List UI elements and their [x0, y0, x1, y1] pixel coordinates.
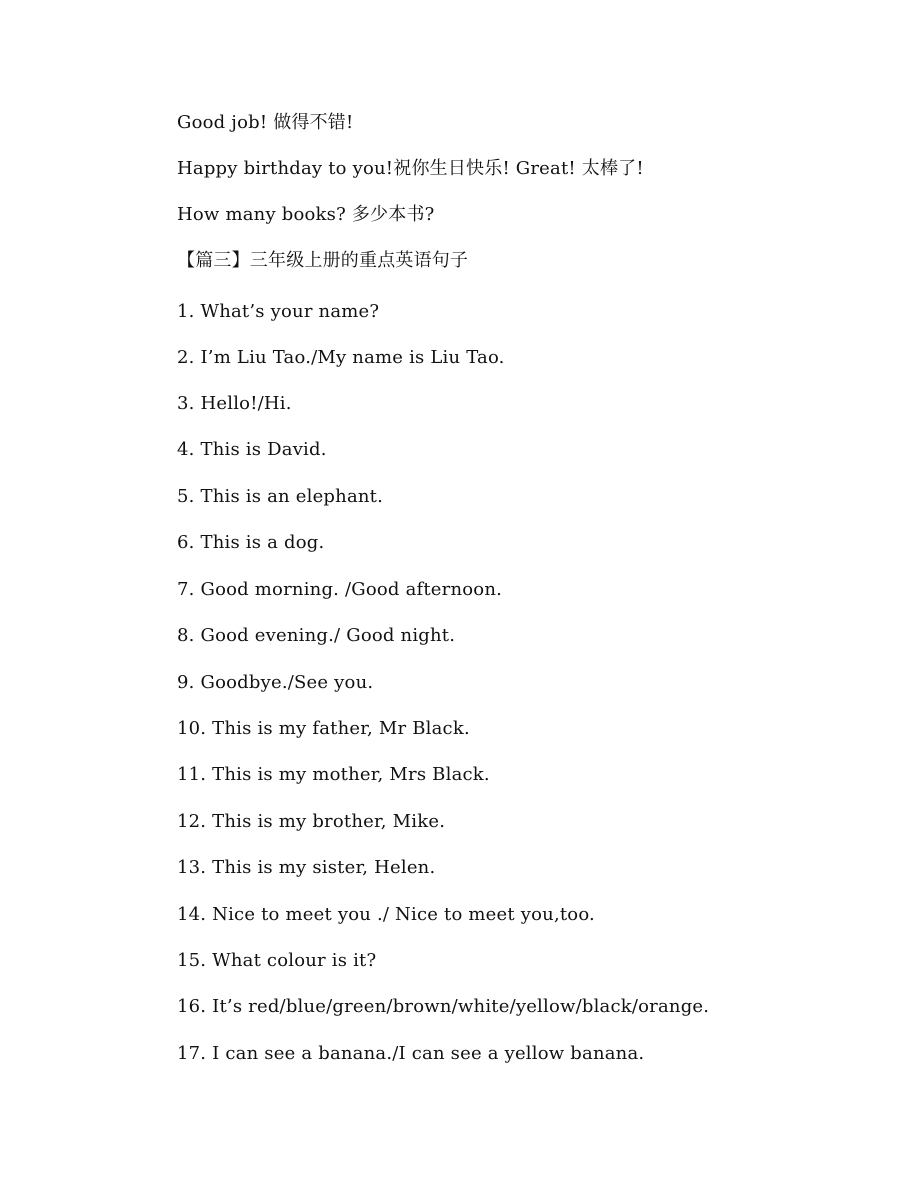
- sentence-item: 3. Hello!/Hi.: [177, 393, 292, 414]
- intro-line: Good job! 做得不错!: [177, 112, 354, 133]
- intro-line: Happy birthday to you!祝你生日快乐! Great! 太棒了!: [177, 158, 644, 179]
- sentence-item: 8. Good evening./ Good night.: [177, 625, 456, 646]
- sentence-item: 11. This is my mother, Mrs Black.: [177, 764, 490, 785]
- sentence-item: 7. Good morning. /Good afternoon.: [177, 579, 503, 600]
- sentence-item: 1. What’s your name?: [177, 301, 380, 322]
- sentence-item: 6. This is a dog.: [177, 532, 325, 553]
- sentence-item: 15. What colour is it?: [177, 950, 377, 971]
- sentence-item: 12. This is my brother, Mike.: [177, 811, 446, 832]
- intro-line: How many books? 多少本书?: [177, 204, 435, 225]
- sentence-item: 17. I can see a banana./I can see a yellow banana.: [177, 1043, 645, 1064]
- sentence-item: 13. This is my sister, Helen.: [177, 857, 436, 878]
- sentence-item: 2. I’m Liu Tao./My name is Liu Tao.: [177, 347, 505, 368]
- sentence-item: 14. Nice to meet you ./ Nice to meet you,too.: [177, 904, 595, 925]
- sentence-item: 16. It’s red/blue/green/brown/white/yellow/black/orange.: [177, 996, 710, 1017]
- sentence-item: 10. This is my father, Mr Black.: [177, 718, 470, 739]
- sentence-item: 5. This is an elephant.: [177, 486, 384, 507]
- sentence-item: 4. This is David.: [177, 439, 327, 460]
- section-heading: 【篇三】三年级上册的重点英语句子: [177, 250, 469, 271]
- sentence-item: 9. Goodbye./See you.: [177, 672, 374, 693]
